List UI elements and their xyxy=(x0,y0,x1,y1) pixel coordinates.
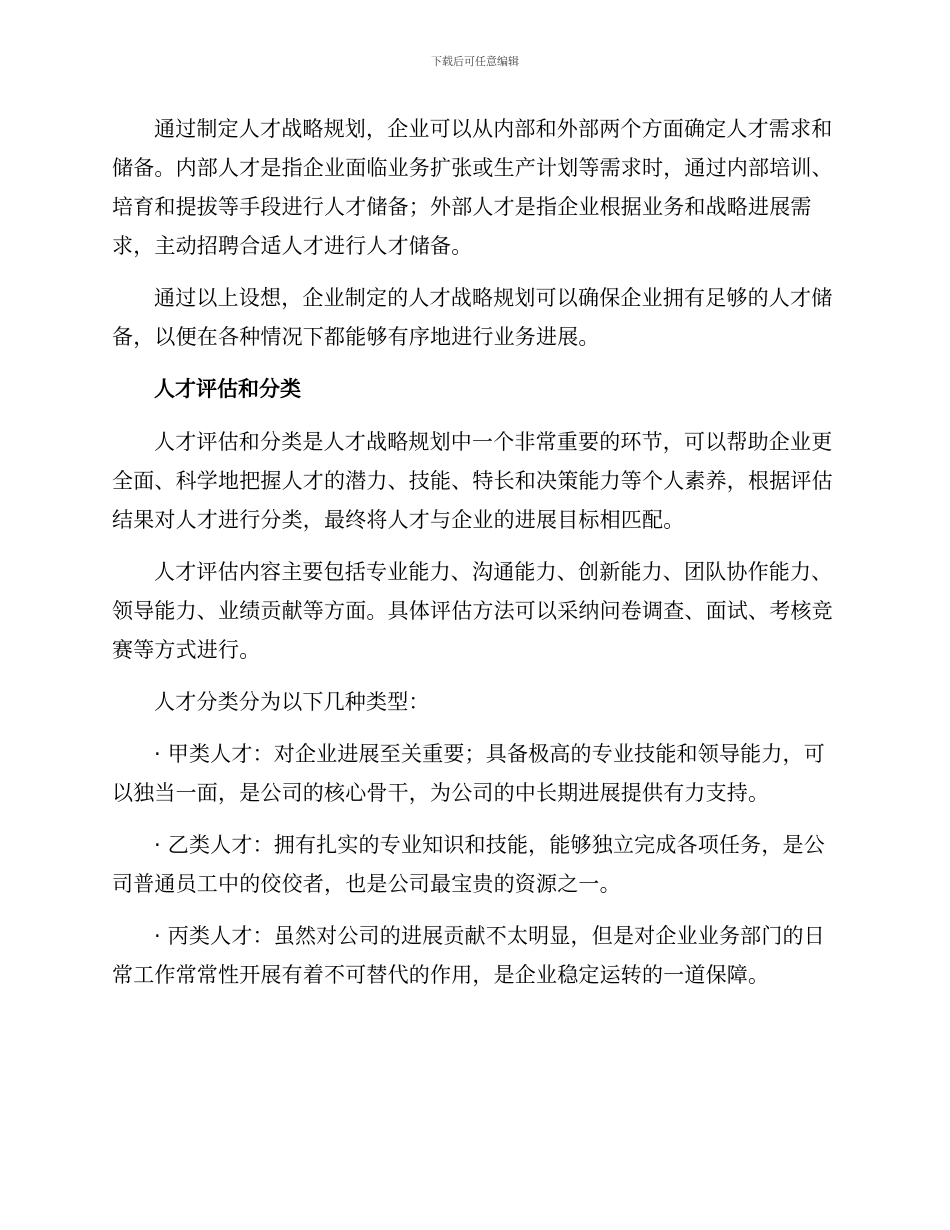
list-item-class-c: · 丙类人才：虽然对公司的进展贡献不太明显，但是对企业业务部门的日常工作常常性开展有着不可替代的作用，是企业稳定运转的一道保障。 xyxy=(112,924,825,987)
list-item-class-a: · 甲类人才：对企业进展至关重要；具备极高的专业技能和领导能力，可以独当一面，是公司的核心骨干，为公司的中长期进展提供有力支持。 xyxy=(112,742,825,805)
section-heading: 人才评估和分类 xyxy=(154,377,301,401)
list-item-class-b: · 乙类人才：拥有扎实的专业知识和技能，能够独立完成各项任务，是公司普通员工中的佼佼者，也是公司最宝贵的资源之一。 xyxy=(112,833,825,896)
paragraph-talent-needs: 通过制定人才战略规划，企业可以从内部和外部两个方面确定人才需求和储备。内部人才是指企业面临业务扩张或生产计划等需求时，通过内部培训、培育和提拔等手段进行人才储备；外部人才是指企业根据业务和战略进展需求，主动招聘合适人才进行人才储备。 xyxy=(112,117,833,258)
document-body xyxy=(112,110,836,1008)
paragraph-evaluation-intro: 人才评估和分类是人才战略规划中一个非常重要的环节，可以帮助企业更全面、科学地把握人才的潜力、技能、特长和决策能力等个人素养，根据评估结果对人才进行分类，最终将人才与企业的进展目标相匹配。 xyxy=(112,430,833,532)
paragraph-evaluation-content: 人才评估内容主要包括专业能力、沟通能力、创新能力、团队协作能力、领导能力、业绩贡献等方面。具体评估方法可以采纳问卷调查、面试、考核竞赛等方式进行。 xyxy=(112,560,833,662)
page-header: 下载后可任意编辑 xyxy=(431,55,519,68)
paragraph-classification-intro: 人才分类分为以下几种类型： xyxy=(154,690,430,714)
paragraph-talent-reserve: 通过以上设想，企业制定的人才战略规划可以确保企业拥有足够的人才储备，以便在各种情况下都能够有序地进行业务进展。 xyxy=(112,286,833,349)
